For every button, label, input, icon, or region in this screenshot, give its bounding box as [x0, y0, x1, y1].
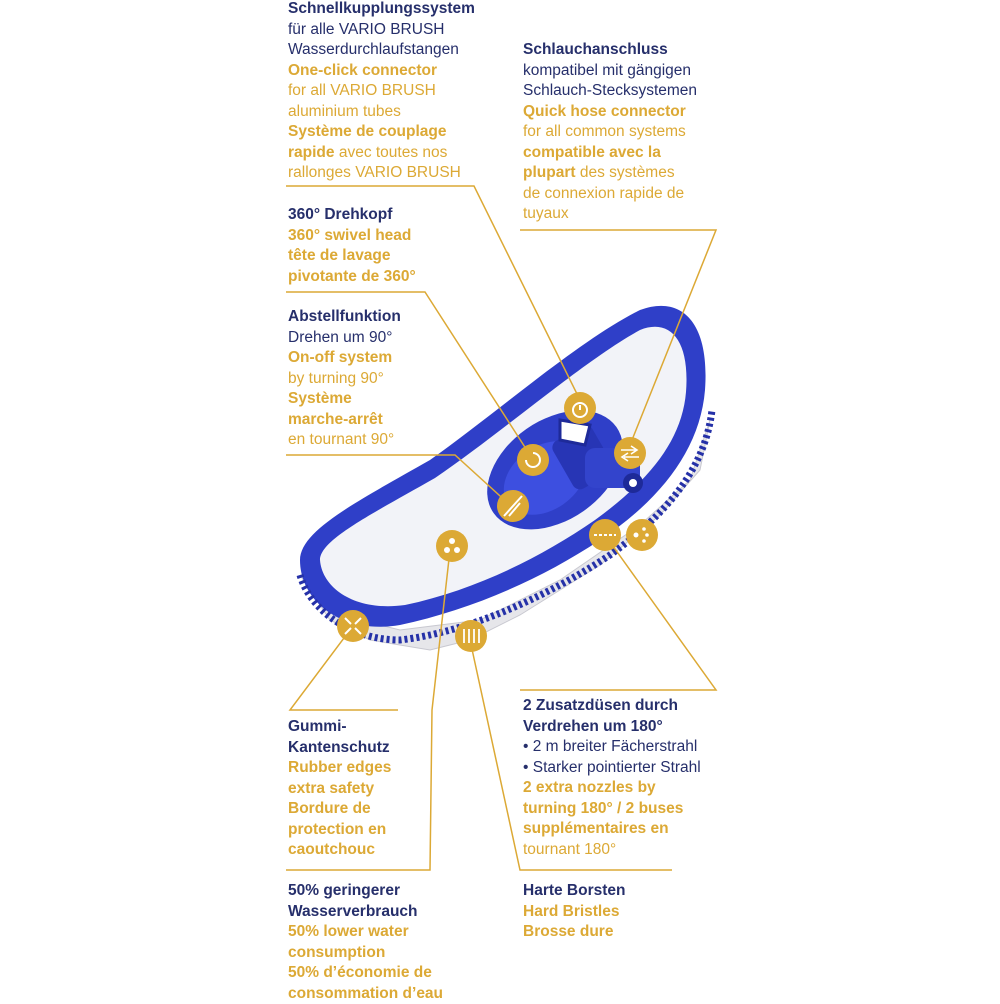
- callout-line: Brosse dure: [523, 922, 626, 943]
- callout-line: Abstellfunktion: [288, 307, 401, 328]
- callout-hose-connector: [523, 40, 697, 225]
- callout-line: Verdrehen um 180°: [523, 717, 701, 738]
- callout-line: Rubber edges: [288, 758, 391, 779]
- callout-line: extra safety: [288, 779, 391, 800]
- callout-line: Schnellkupplungssystem: [288, 0, 475, 20]
- callout-bold-word: plupart: [523, 164, 576, 181]
- callout-line: de connexion rapide de: [523, 184, 697, 205]
- callout-line: One-click connector: [288, 61, 475, 82]
- callout-line: 360° Drehkopf: [288, 205, 416, 226]
- callout-rubber-edges: [288, 717, 391, 861]
- callout-line: Bordure de: [288, 799, 391, 820]
- callout-extra-nozzles: [523, 696, 701, 860]
- callout-line: marche-arrêt: [288, 410, 401, 431]
- rotate-icon: [517, 444, 549, 476]
- callout-line: pivotante de 360°: [288, 267, 416, 288]
- water-drops-icon: [436, 530, 468, 562]
- callout-line: On-off system: [288, 348, 401, 369]
- callout-line: by turning 90°: [288, 369, 401, 390]
- callout-line: 50% geringerer: [288, 881, 443, 902]
- callout-line: • 2 m breiter Fächerstrahl: [523, 737, 701, 758]
- callout-water-saving: [288, 881, 443, 1004]
- callout-line: 2 Zusatzdüsen durch: [523, 696, 701, 717]
- callout-line: caoutchouc: [288, 840, 391, 861]
- callout-line: Schlauch-Stecksystemen: [523, 81, 697, 102]
- callout-line: rallonges VARIO BRUSH: [288, 163, 475, 184]
- callout-line: tuyaux: [523, 204, 697, 225]
- callout-line: [288, 143, 475, 164]
- bristles-icon: [455, 620, 487, 652]
- callout-line: Gummi-: [288, 717, 391, 738]
- callout-rest: avec toutes nos: [335, 144, 448, 161]
- nozzle-icon: [589, 519, 621, 551]
- callout-line: Quick hose connector: [523, 102, 697, 123]
- callout-line: Hard Bristles: [523, 902, 626, 923]
- callout-line: tête de lavage: [288, 246, 416, 267]
- callout-line: tournant 180°: [523, 840, 701, 861]
- callout-line: Schlauchanschluss: [523, 40, 697, 61]
- callout-line: 50% lower water: [288, 922, 443, 943]
- callout-swivel-head: [288, 205, 416, 287]
- callout-line: Système de couplage: [288, 122, 475, 143]
- expand-icon: [337, 610, 369, 642]
- callout-line: for all VARIO BRUSH: [288, 81, 475, 102]
- callout-line: kompatibel mit gängigen: [523, 61, 697, 82]
- callout-line: 50% d’économie de: [288, 963, 443, 984]
- callout-line: Wasserverbrauch: [288, 902, 443, 923]
- callout-line: 2 extra nozzles by: [523, 778, 701, 799]
- callout-rest: des systèmes: [576, 164, 675, 181]
- callout-line: turning 180° / 2 buses: [523, 799, 701, 820]
- hose-connector-icon: [614, 437, 646, 469]
- callout-line: for all common systems: [523, 122, 697, 143]
- callout-line: Harte Borsten: [523, 881, 626, 902]
- callout-line: Système: [288, 389, 401, 410]
- callout-line: Drehen um 90°: [288, 328, 401, 349]
- callout-line: protection en: [288, 820, 391, 841]
- callout-line: en tournant 90°: [288, 430, 401, 451]
- callout-line: Wasserdurchlaufstangen: [288, 40, 475, 61]
- water-off-icon: [497, 490, 529, 522]
- callout-line: aluminium tubes: [288, 102, 475, 123]
- callout-on-off: [288, 307, 401, 451]
- callout-line: compatible avec la: [523, 143, 697, 164]
- callout-line: consumption: [288, 943, 443, 964]
- callout-line: für alle VARIO BRUSH: [288, 20, 475, 41]
- spray-icon: [626, 519, 658, 551]
- callout-line: consommation d’eau: [288, 984, 443, 1004]
- callout-line: [523, 163, 697, 184]
- callout-hard-bristles: [523, 881, 626, 943]
- callout-line: supplémentaires en: [523, 819, 701, 840]
- callout-line: Kantenschutz: [288, 738, 391, 759]
- callout-line: 360° swivel head: [288, 226, 416, 247]
- callout-quick-coupling: [288, 0, 475, 184]
- callout-bold-word: rapide: [288, 144, 335, 161]
- callout-line: • Starker pointierter Strahl: [523, 758, 701, 779]
- stopwatch-icon: [564, 392, 596, 424]
